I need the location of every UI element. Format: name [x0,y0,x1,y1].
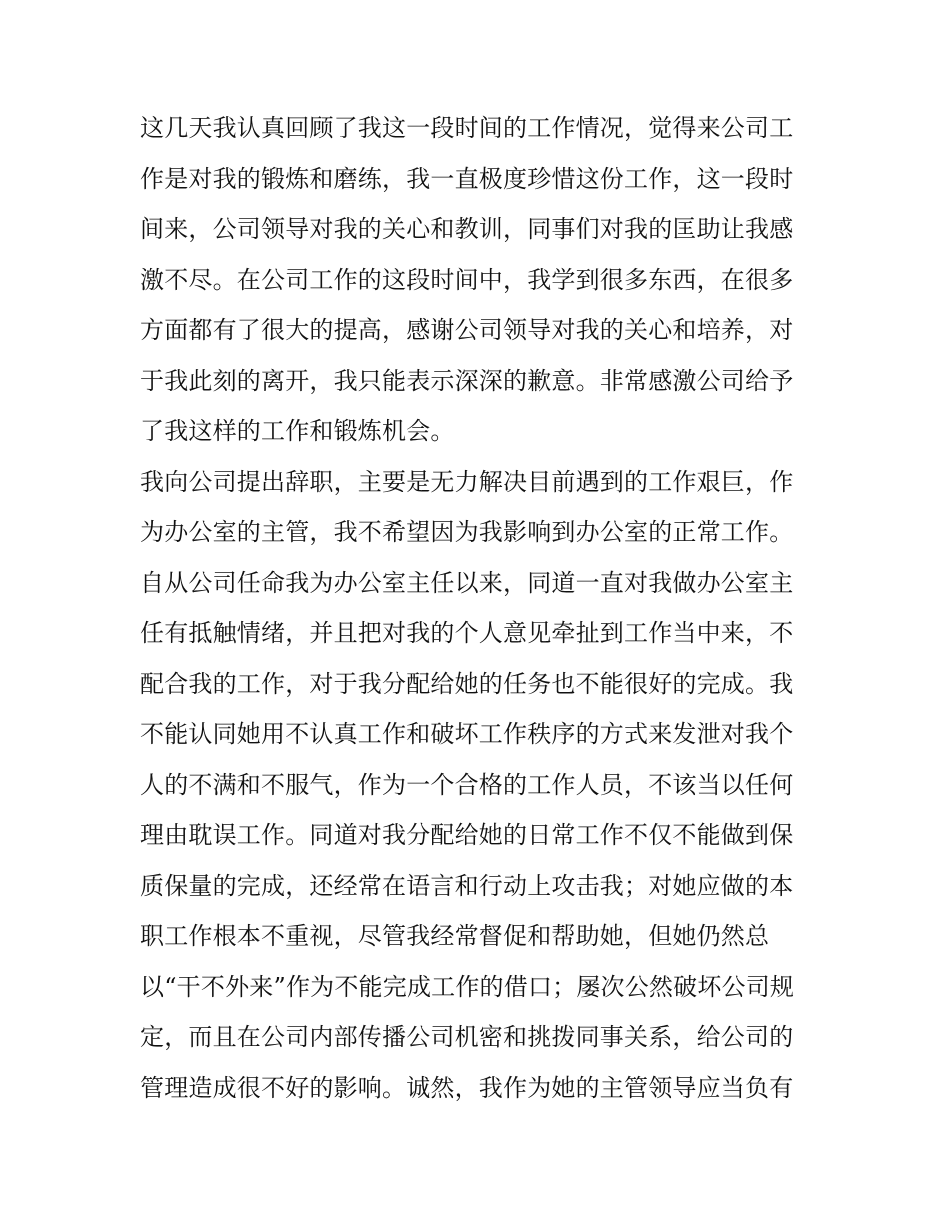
text-line-9: 为办公室的主管，我不希望因为我影响到办公室的正常工作。 [140,518,794,546]
text-line-8: 我向公司提出辞职，主要是无力解决目前遇到的工作艰巨，作 [140,467,794,496]
text-line-1: 这几天我认真回顾了我这一段时间的工作情况，觉得来公司工 [140,114,794,142]
body-text [140,103,830,1113]
text-line-20: 管理造成很不好的影响。诚然，我作为她的主管领导应当负有 [140,1073,794,1102]
text-line-18: 以“干不外来”作为不能完成工作的借口；屡次公然破坏公司规 [140,972,795,1001]
text-line-4: 激不尽。在公司工作的这段时间中，我学到很多东西，在很多 [140,265,794,294]
text-line-13: 不能认同她用不认真工作和破坏工作秩序的方式来发泄对我个 [140,720,794,748]
text-line-3: 间来，公司领导对我的关心和教训，同事们对我的匡助让我感 [140,215,794,243]
text-line-11: 任有抵触情绪，并且把对我的个人意见牵扯到工作当中来，不 [140,619,794,647]
text-line-7: 了我这样的工作和锻炼机会。 [140,417,455,445]
text-line-14: 人的不满和不服气，作为一个合格的工作人员，不该当以任何 [140,770,794,799]
text-line-12: 配合我的工作，对于我分配给她的任务也不能很好的完成。我 [140,669,794,698]
text-line-17: 职工作根本不重视，尽管我经常督促和帮助她，但她仍然总 [140,922,770,950]
text-line-10: 自从公司任命我为办公室主任以来，同道一直对我做办公室主 [140,568,794,597]
text-line-19: 定，而且在公司内部传播公司机密和挑拨同事关系，给公司的 [140,1023,794,1051]
text-line-15: 理由耽误工作。同道对我分配给她的日常工作不仅不能做到保 [140,821,794,849]
text-line-6: 于我此刻的离开，我只能表示深深的歉意。非常感激公司给予 [140,366,794,395]
text-line-2: 作是对我的锻炼和磨练，我一直极度珍惜这份工作，这一段时 [140,164,794,193]
text-line-5: 方面都有了很大的提高，感谢公司领导对我的关心和培养，对 [140,316,794,344]
text-line-16: 质保量的完成，还经常在语言和行动上攻击我；对她应做的本 [140,871,794,900]
